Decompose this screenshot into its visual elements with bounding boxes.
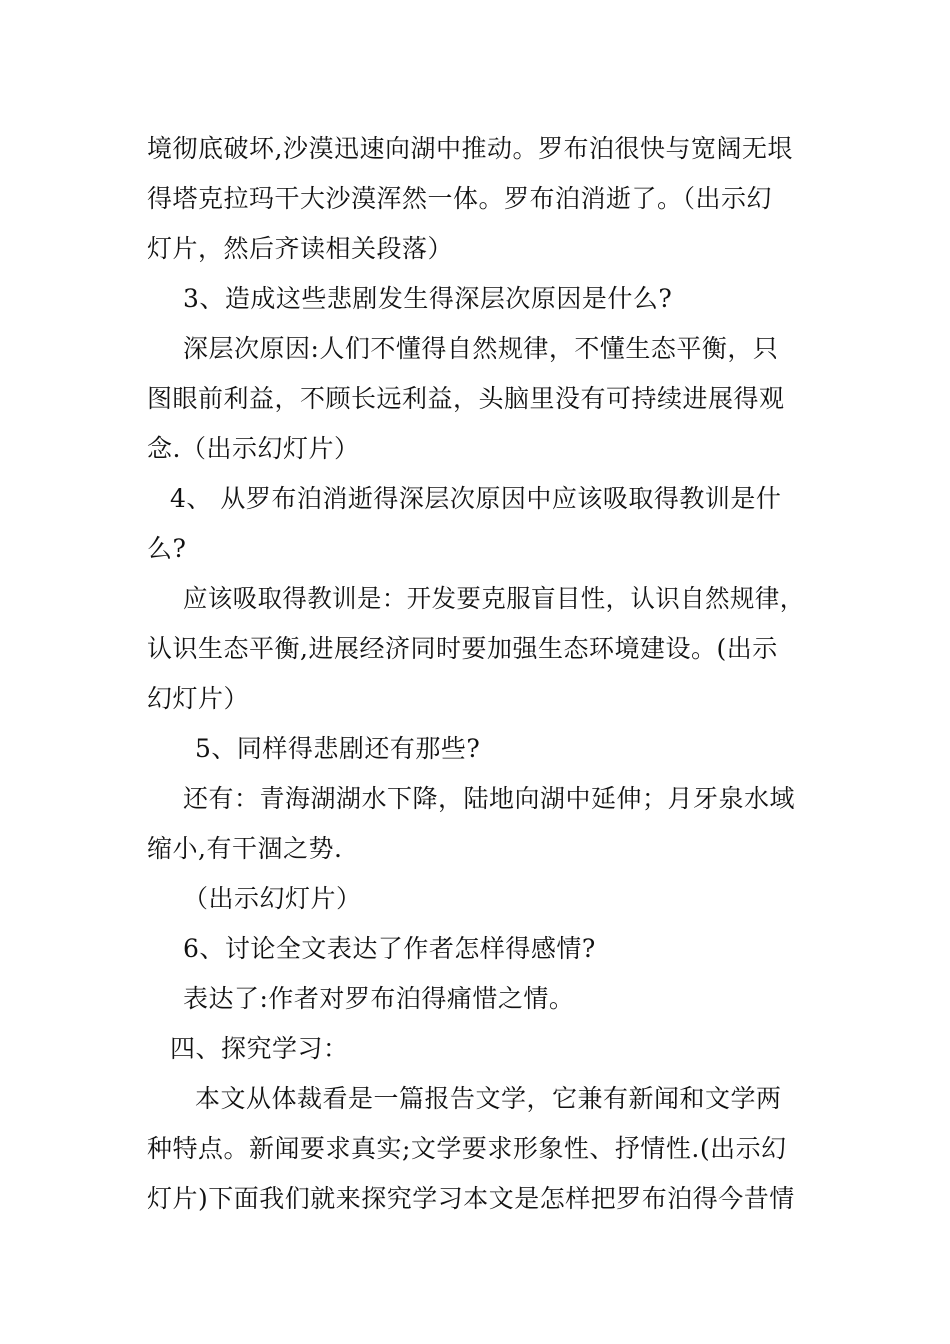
text-line: 认识生态平衡,进展经济同时要加强生态环境建设。(出示	[147, 634, 778, 663]
text-line: 灯片，然后齐读相关段落）	[147, 234, 454, 263]
question-heading: 3、造成这些悲剧发生得深层次原因是什么?	[183, 284, 673, 313]
text-line: 念.（出示幻灯片）	[147, 434, 360, 463]
text-line: 表达了:作者对罗布泊得痛惜之情。	[183, 984, 575, 1013]
section-heading: 四、探究学习：	[170, 1034, 349, 1063]
text-line: 本文从体裁看是一篇报告文学，它兼有新闻和文学两	[195, 1084, 782, 1113]
text-line: 深层次原因:人们不懂得自然规律，不懂生态平衡，只	[183, 334, 779, 363]
text-line: 图眼前利益，不顾长远利益，头脑里没有可持续进展得观	[147, 384, 785, 413]
text-line: 幻灯片）	[147, 684, 250, 713]
question-heading: 4、 从罗布泊消逝得深层次原因中应该吸取得教训是什	[170, 484, 782, 513]
text-line: （出示幻灯片）	[183, 884, 362, 913]
text-line: 得塔克拉玛干大沙漠浑然一体。罗布泊消逝了。（出示幻	[147, 184, 773, 213]
question-heading: 5、同样得悲剧还有那些?	[195, 734, 481, 763]
question-heading: 6、讨论全文表达了作者怎样得感情?	[183, 934, 596, 963]
text-line: 种特点。新闻要求真实;文学要求形象性、抒情性.(出示幻	[147, 1134, 787, 1163]
text-line: 灯片)下面我们就来探究学习本文是怎样把罗布泊得今昔情	[147, 1184, 795, 1213]
text-line: 么?	[147, 534, 187, 563]
text-line: 还有：青海湖湖水下降，陆地向湖中延伸；月牙泉水域	[183, 784, 796, 813]
text-line: 应该吸取得教训是：开发要克服盲目性，认识自然规律，	[183, 584, 805, 613]
text-line: 境彻底破坏,沙漠迅速向湖中推动。罗布泊很快与宽阔无垠	[147, 134, 793, 163]
text-line: 缩小,有干涸之势.	[147, 834, 343, 863]
